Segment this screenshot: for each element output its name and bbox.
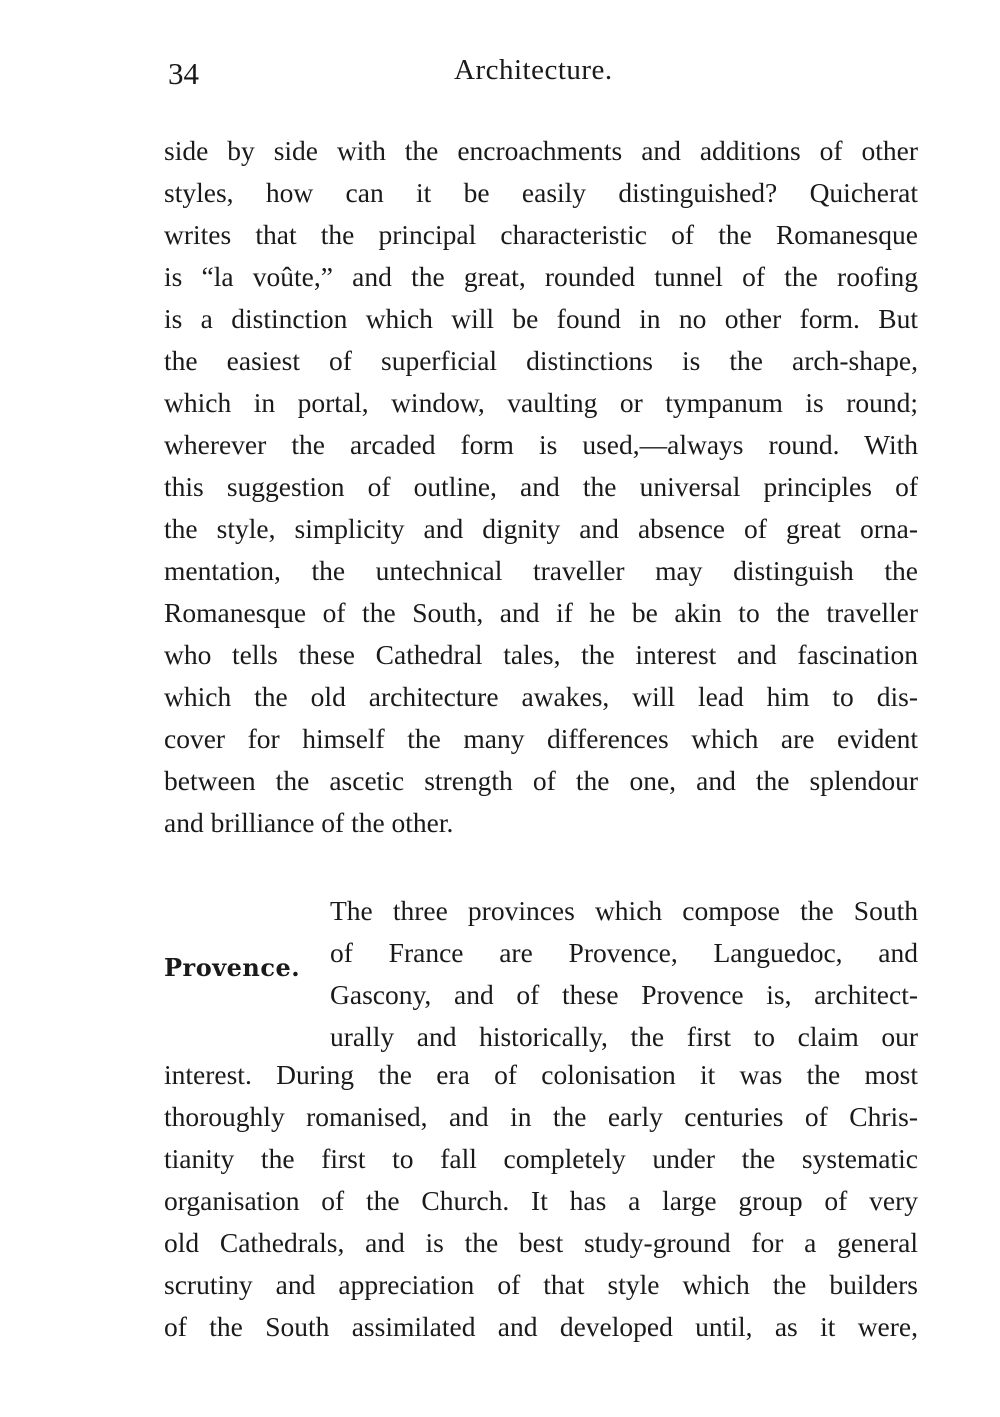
text-line: is “la voûte,” and the great, rounded tunnel of the roofing bbox=[164, 261, 918, 292]
text-line: wherever the arcaded form is used,—always round. With bbox=[164, 429, 918, 460]
paragraph-2-indented bbox=[330, 890, 918, 1058]
paragraph-1 bbox=[164, 130, 918, 844]
text-line: this suggestion of outline, and the universal principles of bbox=[164, 471, 918, 502]
text-line: which the old architecture awakes, will lead him to dis- bbox=[164, 681, 918, 712]
text-line: the easiest of superficial distinctions is the arch-shape, bbox=[164, 345, 918, 376]
text-line: of the South assimilated and developed until, as it were, bbox=[164, 1311, 918, 1342]
text-line: scrutiny and appreciation of that style which the builders bbox=[164, 1269, 918, 1300]
text-line: is a distinction which will be found in no other form. But bbox=[164, 303, 918, 334]
text-line: side by side with the encroachments and additions of other bbox=[164, 135, 918, 166]
text-line: writes that the principal characteristic of the Romanesque bbox=[164, 219, 918, 250]
text-line: Gascony, and of these Provence is, architect- bbox=[330, 979, 918, 1010]
text-line: mentation, the untechnical traveller may distinguish the bbox=[164, 555, 918, 586]
text-line: and brilliance of the other. bbox=[164, 807, 454, 838]
text-line: cover for himself the many differences which are evident bbox=[164, 723, 918, 754]
text-line: styles, how can it be easily distinguished? Quicherat bbox=[164, 177, 918, 208]
text-line: urally and historically, the first to claim our bbox=[330, 1021, 918, 1052]
sidenote-provence: Provence. bbox=[164, 953, 301, 982]
text-line: old Cathedrals, and is the best study-ground for a general bbox=[164, 1227, 918, 1258]
paragraph-2-continued bbox=[164, 1054, 918, 1348]
text-line: the style, simplicity and dignity and absence of great orna- bbox=[164, 513, 918, 544]
page-number: 34 bbox=[168, 56, 199, 91]
text-line: which in portal, window, vaulting or tympanum is round; bbox=[164, 387, 918, 418]
text-line: of France are Provence, Languedoc, and bbox=[330, 937, 918, 968]
text-line: who tells these Cathedral tales, the interest and fascination bbox=[164, 639, 918, 670]
text-line: thoroughly romanised, and in the early centuries of Chris- bbox=[164, 1101, 918, 1132]
text-line: The three provinces which compose the South bbox=[330, 895, 918, 926]
text-line: tianity the first to fall completely under the systematic bbox=[164, 1143, 918, 1174]
text-line: organisation of the Church. It has a large group of very bbox=[164, 1185, 918, 1216]
text-line: interest. During the era of colonisation it was the most bbox=[164, 1059, 918, 1090]
text-line: between the ascetic strength of the one, and the splendour bbox=[164, 765, 918, 796]
text-line: Romanesque of the South, and if he be akin to the traveller bbox=[164, 597, 918, 628]
running-title: Architecture. bbox=[454, 54, 613, 86]
